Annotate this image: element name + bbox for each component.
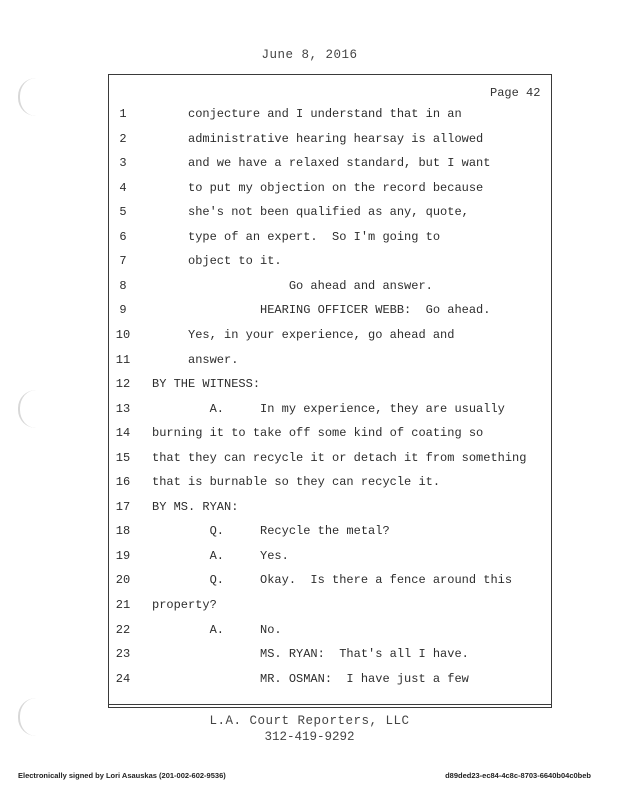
line-text: A. No. [152, 622, 282, 637]
transcript-line [0, 646, 619, 670]
line-number: 7 [119, 254, 127, 269]
transcript-line [0, 548, 619, 572]
frame-bottom-rule [109, 704, 551, 705]
line-number: 20 [115, 573, 131, 588]
transcript-line [0, 180, 619, 204]
line-number: 10 [115, 327, 131, 342]
line-text: BY MS. RYAN: [152, 499, 239, 514]
transcript-date: June 8, 2016 [261, 48, 358, 62]
line-text: administrative hearing hearsay is allowed [152, 131, 484, 146]
line-number: 18 [115, 524, 131, 539]
line-number: 17 [115, 499, 131, 514]
line-number: 16 [115, 475, 131, 490]
line-number: 9 [119, 303, 127, 318]
reporter-company: L.A. Court Reporters, LLC [209, 714, 410, 728]
transcript-line [0, 572, 619, 596]
line-text: conjecture and I understand that in an [152, 107, 462, 121]
transcript-line [0, 622, 619, 646]
line-number: 23 [115, 647, 131, 662]
line-number: 21 [115, 598, 131, 612]
line-number: 4 [119, 180, 127, 195]
line-text: answer. [152, 352, 239, 367]
transcript-line [0, 474, 619, 498]
transcript-line [0, 253, 619, 277]
transcript-line [0, 671, 619, 695]
line-text: A. In my experience, they are usually [152, 401, 505, 416]
line-text: and we have a relaxed standard, but I want [152, 156, 491, 171]
line-number: 5 [119, 205, 127, 220]
transcript-line [0, 155, 619, 179]
line-text: that is burnable so they can recycle it. [152, 475, 441, 490]
line-text: to put my objection on the record because [152, 180, 484, 195]
transcript-line [0, 131, 619, 155]
line-number: 6 [119, 229, 127, 244]
line-number: 3 [119, 156, 127, 171]
transcript-line [0, 597, 619, 621]
document-hash: d89ded23-ec84-4c8c-8703-6640b04c0beb [445, 771, 591, 780]
line-text: Yes, in your experience, go ahead and [152, 327, 455, 342]
line-number: 11 [115, 352, 131, 367]
transcript-line [0, 302, 619, 326]
transcript-line [0, 278, 619, 302]
transcript-line [0, 229, 619, 253]
line-number: 8 [119, 278, 127, 293]
line-text: HEARING OFFICER WEBB: Go ahead. [152, 303, 491, 318]
line-number: 14 [115, 426, 131, 441]
transcript-line [0, 523, 619, 547]
line-number: 19 [115, 548, 131, 563]
line-number: 22 [115, 622, 131, 637]
transcript-line [0, 425, 619, 449]
line-text: Go ahead and answer. [152, 278, 433, 293]
line-number: 24 [115, 671, 131, 686]
line-text: object to it. [152, 254, 282, 269]
reporter-phone: 312-419-9292 [264, 730, 355, 744]
line-text: that they can recycle it or detach it from something [152, 450, 527, 465]
transcript-line [0, 401, 619, 425]
line-text: A. Yes. [152, 548, 289, 563]
transcript-line [0, 499, 619, 523]
page-number: Page 42 [490, 86, 541, 100]
line-text: Q. Okay. Is there a fence around this [152, 573, 513, 588]
line-text: she's not been qualified as any, quote, [152, 205, 469, 220]
line-text: burning it to take off some kind of coating so [152, 426, 484, 441]
line-text: MR. OSMAN: I have just a few [152, 671, 469, 686]
line-text: BY THE WITNESS: [152, 377, 261, 392]
line-text: property? [152, 598, 217, 612]
transcript-line [0, 352, 619, 376]
transcript-line [0, 106, 619, 130]
line-number: 2 [119, 131, 127, 146]
transcript-line [0, 204, 619, 228]
transcript-line [0, 327, 619, 351]
line-text: Q. Recycle the metal? [152, 524, 390, 539]
line-text: MS. RYAN: That's all I have. [152, 647, 469, 662]
line-number: 15 [115, 450, 131, 465]
line-text: type of an expert. So I'm going to [152, 229, 441, 244]
transcript-line [0, 450, 619, 474]
line-number: 1 [119, 107, 127, 121]
line-number: 12 [115, 377, 131, 392]
electronic-signature-note: Electronically signed by Lori Asauskas (201-002-602-9536) [18, 771, 226, 780]
transcript-line [0, 376, 619, 400]
line-number: 13 [115, 401, 131, 416]
